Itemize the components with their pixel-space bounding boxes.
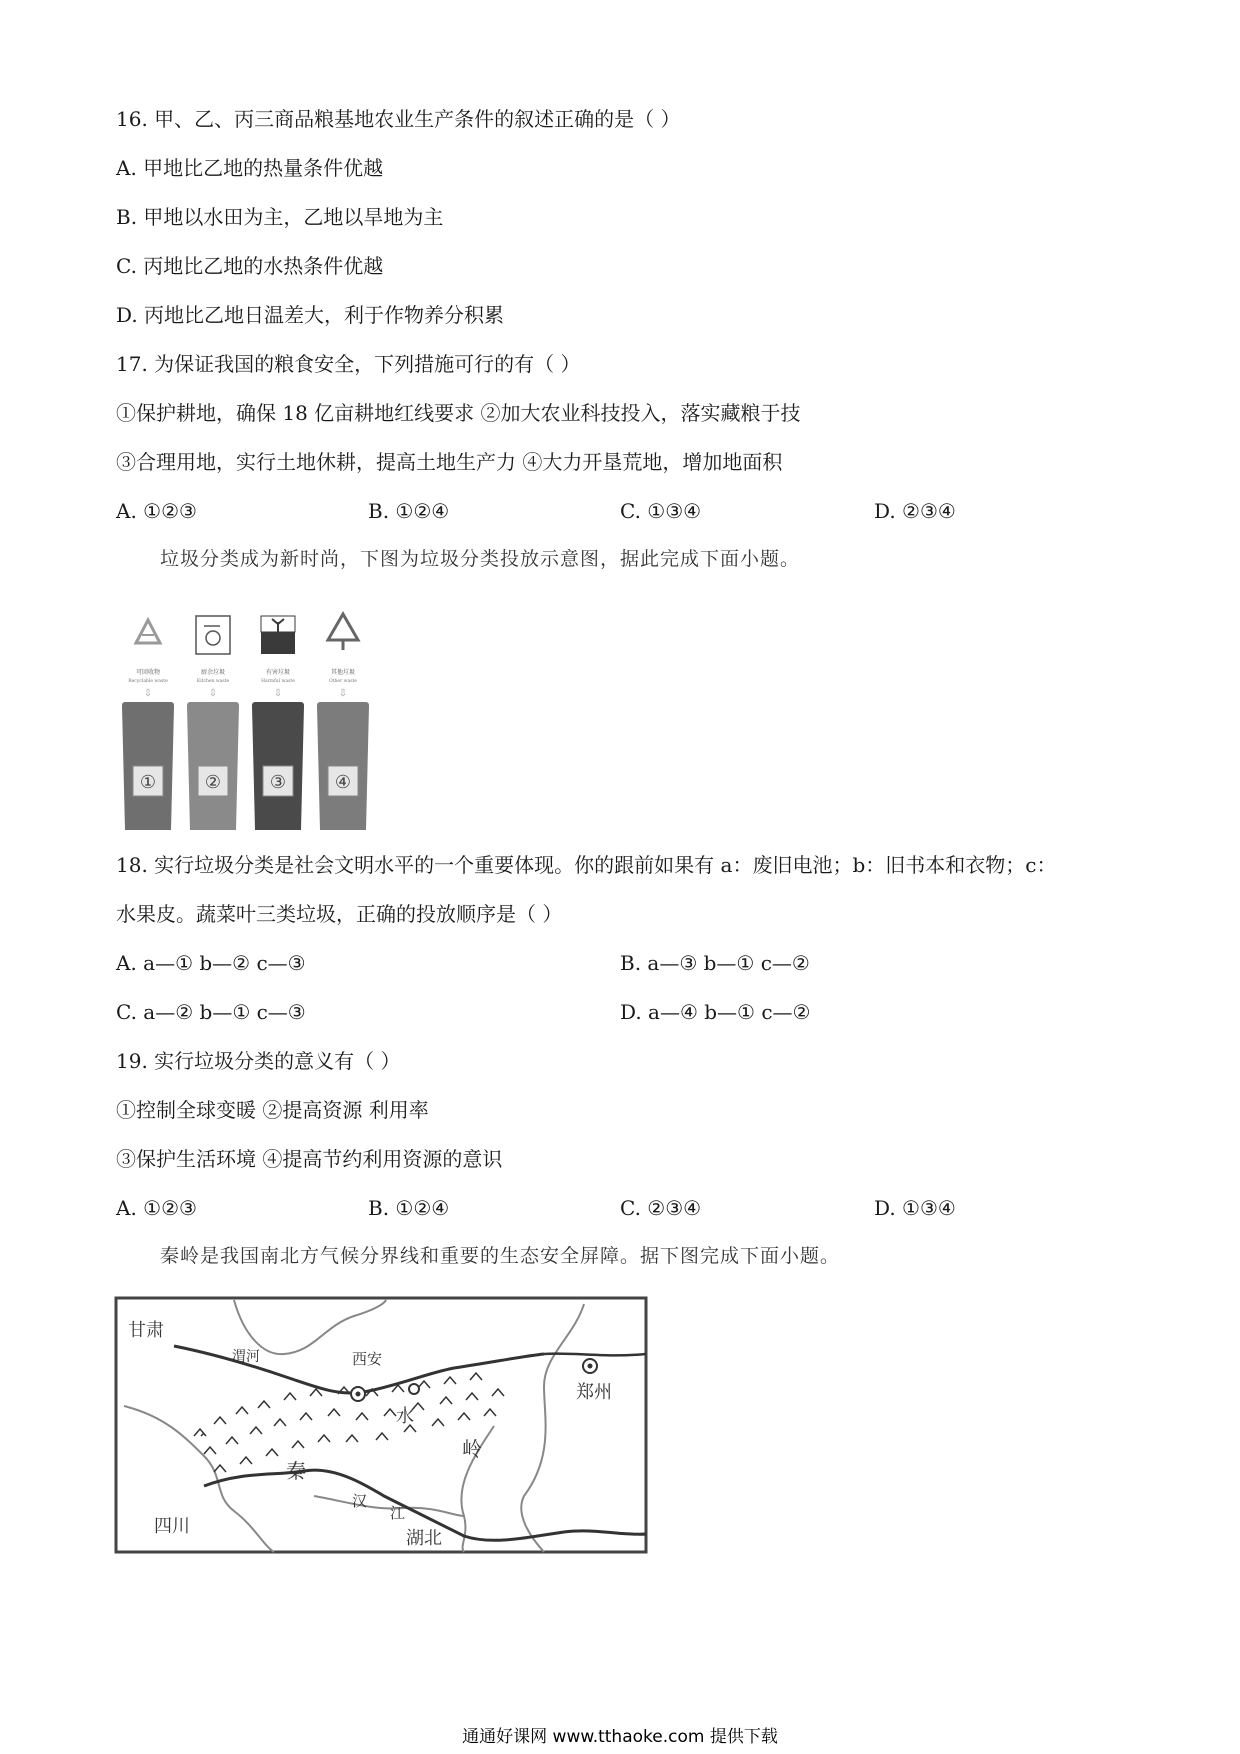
q19-item-1: ①控制全球变暖 ②提高资源 利用率	[116, 1098, 429, 1122]
label-weihe: 渭河	[232, 1349, 260, 1365]
q19-stem: 19. 实行垃圾分类的意义有（ ）	[116, 1049, 401, 1073]
bin-4-label-cn: 其他垃圾	[330, 669, 356, 676]
recycle-icon	[136, 620, 160, 643]
waste-intro: 垃圾分类成为新时尚，下图为垃圾分类投放示意图，据此完成下面小题。	[160, 548, 801, 570]
label-gansu: 甘肃	[128, 1320, 164, 1341]
label-qin: 秦	[286, 1459, 306, 1483]
bin-1-label-en: Recyclable waste	[128, 679, 168, 684]
arrow-down-icon: ⇩	[143, 688, 153, 699]
q17-option-a: A. ①②③	[116, 499, 197, 523]
label-zhengzhou: 郑州	[576, 1382, 612, 1403]
label-hubei: 湖北	[406, 1528, 442, 1549]
bin-1-label-cn: 可回收物	[135, 669, 161, 676]
q17-option-c: C. ①③④	[620, 499, 702, 523]
bin-3-label-en: Harmful waste	[261, 679, 295, 684]
label-ling: 岭	[462, 1437, 482, 1461]
bin-2-label-en: Kitchen waste	[196, 679, 230, 684]
q18-option-d: D. a—④ b—① c—②	[620, 1000, 811, 1024]
q17-item-1: ①保护耕地，确保 18 亿亩耕地红线要求 ②加大农业科技投入，落实藏粮于技	[116, 401, 801, 425]
bin-2-number: ②	[204, 772, 222, 793]
bin-2-label-cn: 厨余垃圾	[200, 669, 226, 676]
q18-option-c: C. a—② b—① c—③	[116, 1000, 306, 1024]
q19-option-d: D. ①③④	[874, 1196, 956, 1220]
bin-3-label-cn: 有害垃圾	[265, 669, 291, 676]
qinling-map	[114, 1296, 648, 1554]
kitchen-waste-icon	[196, 616, 230, 654]
q17-item-2: ③合理用地，实行土地休耕，提高土地生产力 ④大力开垦荒地，增加地面积	[116, 450, 783, 474]
q18-option-b: B. a—③ b—① c—②	[620, 951, 810, 975]
q16-option-d: D. 丙地比乙地日温差大，利于作物养分积累	[116, 303, 505, 327]
q16-option-c: C. 丙地比乙地的水热条件优越	[116, 254, 384, 278]
bin-harmful	[252, 616, 304, 830]
bin-4-number: ④	[334, 772, 352, 793]
q17-stem: 17. 为保证我国的粮食安全，下列措施可行的有（ ）	[116, 352, 581, 376]
arrow-down-icon: ⇩	[273, 688, 283, 699]
q16-option-a: A. 甲地比乙地的热量条件优越	[116, 156, 384, 180]
other-waste-icon	[328, 614, 358, 650]
bin-3-number: ③	[269, 772, 287, 793]
q19-option-a: A. ①②③	[116, 1196, 197, 1220]
q19-item-2: ③保护生活环境 ④提高节约利用资源的意识	[116, 1147, 503, 1171]
q17-option-b: B. ①②④	[368, 499, 450, 523]
label-han: 汉	[352, 1492, 368, 1510]
bin-other	[317, 614, 369, 830]
bin-1-lid	[122, 702, 174, 710]
bin-2-lid	[187, 702, 239, 710]
q19-option-c: C. ②③④	[620, 1196, 702, 1220]
arrow-down-icon: ⇩	[338, 688, 348, 699]
label-sichuan: 四川	[154, 1516, 190, 1537]
bin-1-number: ①	[139, 772, 157, 793]
label-jiang: 江	[390, 1504, 406, 1522]
bin-4-label-en: Other waste	[329, 679, 357, 684]
arrow-down-icon: ⇩	[208, 688, 218, 699]
label-shui: 水	[396, 1406, 414, 1427]
bin-kitchen	[187, 616, 239, 830]
q18-stem-line-2: 水果皮。蔬菜叶三类垃圾，正确的投放顺序是（ ）	[116, 902, 563, 926]
q16-option-b: B. 甲地以水田为主，乙地以旱地为主	[116, 205, 444, 229]
q19-option-b: B. ①②④	[368, 1196, 450, 1220]
q16-stem: 16. 甲、乙、丙三商品粮基地农业生产条件的叙述正确的是（ ）	[116, 107, 681, 131]
bin-recyclable	[122, 620, 174, 830]
bin-4-lid	[317, 702, 369, 710]
bin-3-lid	[252, 702, 304, 710]
q17-option-d: D. ②③④	[874, 499, 956, 523]
footer-source: 通通好课网 www.tthaoke.com 提供下载	[462, 1727, 778, 1747]
label-xian: 西安	[352, 1350, 383, 1368]
waste-bins-figure	[116, 598, 406, 830]
q18-stem-line-1: 18. 实行垃圾分类是社会文明水平的一个重要体现。你的跟前如果有 a：废旧电池；b：旧书本和衣物；c：	[116, 853, 1057, 877]
q18-option-a: A. a—① b—② c—③	[116, 951, 306, 975]
qinling-intro: 秦岭是我国南北方气候分界线和重要的生态安全屏障。据下图完成下面小题。	[160, 1245, 841, 1267]
